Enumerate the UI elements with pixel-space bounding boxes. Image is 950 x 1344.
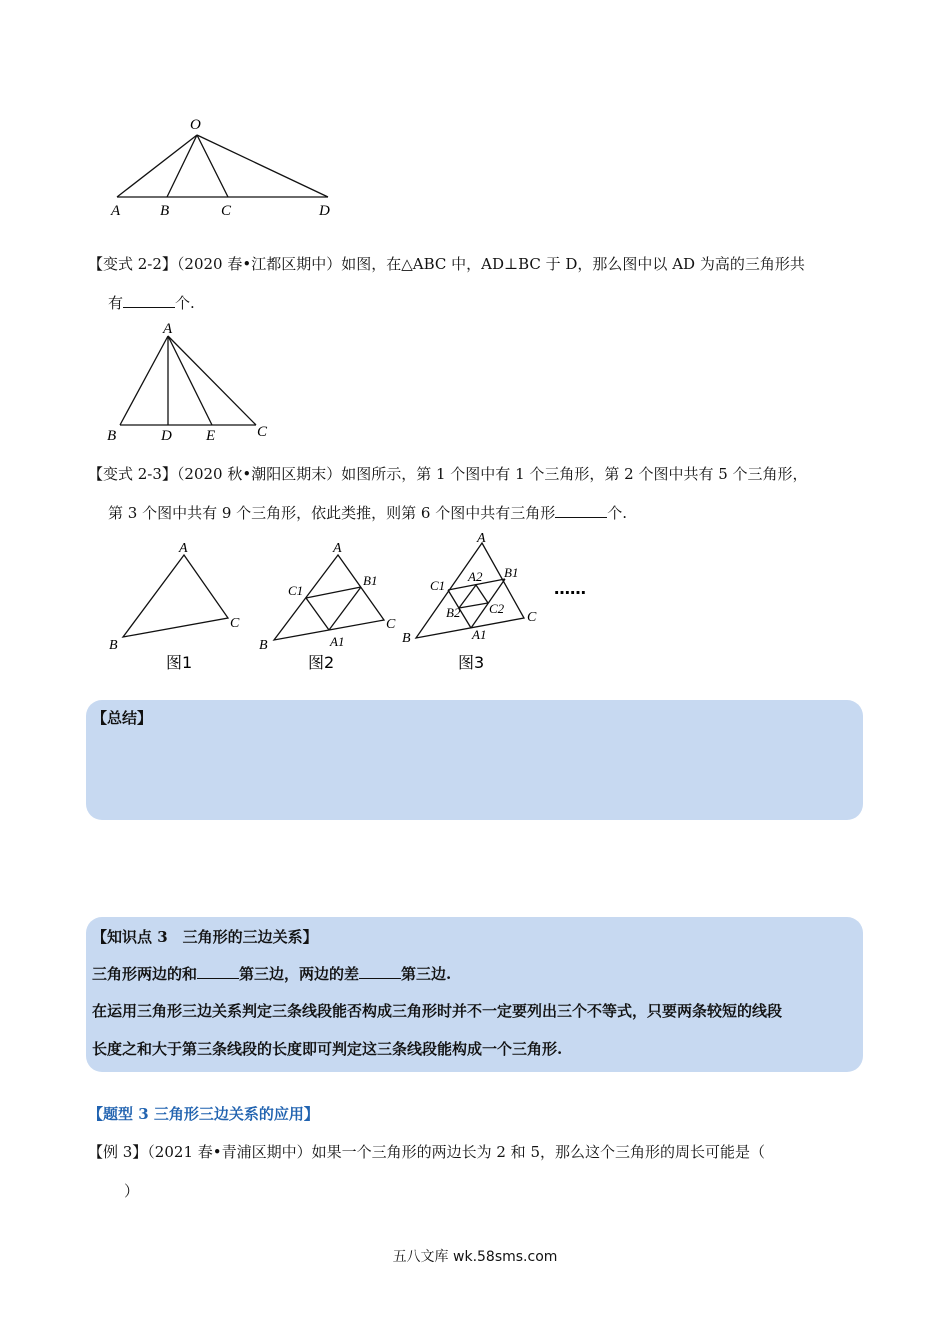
fig2-label-b: B [259, 638, 268, 653]
fig3-label-b2: B2 [446, 605, 461, 620]
fig2-label-b1: B1 [363, 573, 378, 588]
fig3-label-b1: B1 [504, 565, 519, 580]
fig2-caption: 图2 [308, 653, 335, 672]
question-2-3-line1: 【变式 2-3】（2020 秋•潮阳区期末）如图所示，第 1 个图中有 1 个三角形，第 2 个图中共有 5 个三角形， [88, 465, 808, 483]
label-a: A [111, 203, 121, 219]
figure-triangle-sequence [100, 532, 620, 677]
fig2-label-a1: A1 [330, 634, 345, 649]
knowledge-box [86, 917, 863, 1072]
fig1-label-b: B [109, 638, 118, 653]
label-d: D [161, 428, 172, 444]
answer-blank[interactable] [555, 503, 607, 518]
label-c: C [257, 424, 268, 440]
fig3-label-a: A [477, 532, 486, 546]
fig1-label-a: A [179, 541, 188, 556]
answer-blank[interactable] [197, 964, 239, 979]
example-3-line1: 【例 3】（2021 春•青浦区期中）如果一个三角形的两边长为 2 和 5，那么这个三角形的周长可能是（ [88, 1143, 765, 1161]
label-e: E [206, 428, 216, 444]
ellipsis: …… [554, 579, 586, 598]
summary-title: 【总结】 [92, 709, 153, 727]
example-3-line2: ） [124, 1182, 140, 1200]
fig2-label-a: A [333, 541, 342, 556]
label-b: B [160, 203, 170, 219]
fig3-caption: 图3 [458, 653, 485, 672]
fig1-label-c: C [230, 616, 240, 631]
question-2-3-line2: 第 3 个图中共有 9 个三角形，依此类推，则第 6 个图中共有三角形 个. [108, 504, 628, 522]
fig1-caption: 图1 [166, 653, 193, 672]
answer-blank[interactable] [359, 964, 401, 979]
label-b: B [107, 428, 117, 444]
summary-box [86, 700, 863, 820]
label-c: C [221, 203, 232, 219]
fig3-label-c1: C1 [430, 578, 446, 593]
knowledge-line3: 长度之和大于第三条线段的长度即可判定这三条线段能构成一个三角形. [92, 1040, 563, 1058]
fig3-label-c2: C2 [489, 601, 505, 616]
fig3-label-a2: A2 [468, 569, 483, 584]
knowledge-line2: 在运用三角形三边关系判定三条线段能否构成三角形时并不一定要列出三个不等式，只要两条较短的线段 [92, 1002, 783, 1020]
fig2-label-c: C [386, 617, 396, 632]
label-o: O [190, 117, 201, 133]
fig3-label-c: C [527, 610, 537, 625]
fig3-label-b: B [402, 631, 411, 646]
figure-triangle-abc-altitude [100, 318, 280, 448]
knowledge-line1: 三角形两边的和 第三边，两边的差 第三边. [92, 965, 452, 983]
figure-oabcd [100, 110, 350, 220]
question-2-2-line2: 有 个. [108, 294, 195, 312]
question-2-2-line1: 【变式 2-2】（2020 春•江都区期中）如图，在△ABC 中，AD⊥BC 于 D，那么图中以 AD 为高的三角形共 [88, 255, 805, 273]
type3-heading: 【题型 3 三角形三边关系的应用】 [88, 1105, 319, 1123]
footer-text: 五八文库 wk.58sms.com [392, 1249, 558, 1265]
label-d: D [319, 203, 330, 219]
knowledge-title: 【知识点 3 三角形的三边关系】 [92, 928, 318, 946]
answer-blank[interactable] [123, 293, 175, 308]
fig3-label-a1: A1 [472, 627, 487, 642]
label-a: A [163, 321, 173, 337]
fig2-label-c1: C1 [288, 583, 304, 598]
